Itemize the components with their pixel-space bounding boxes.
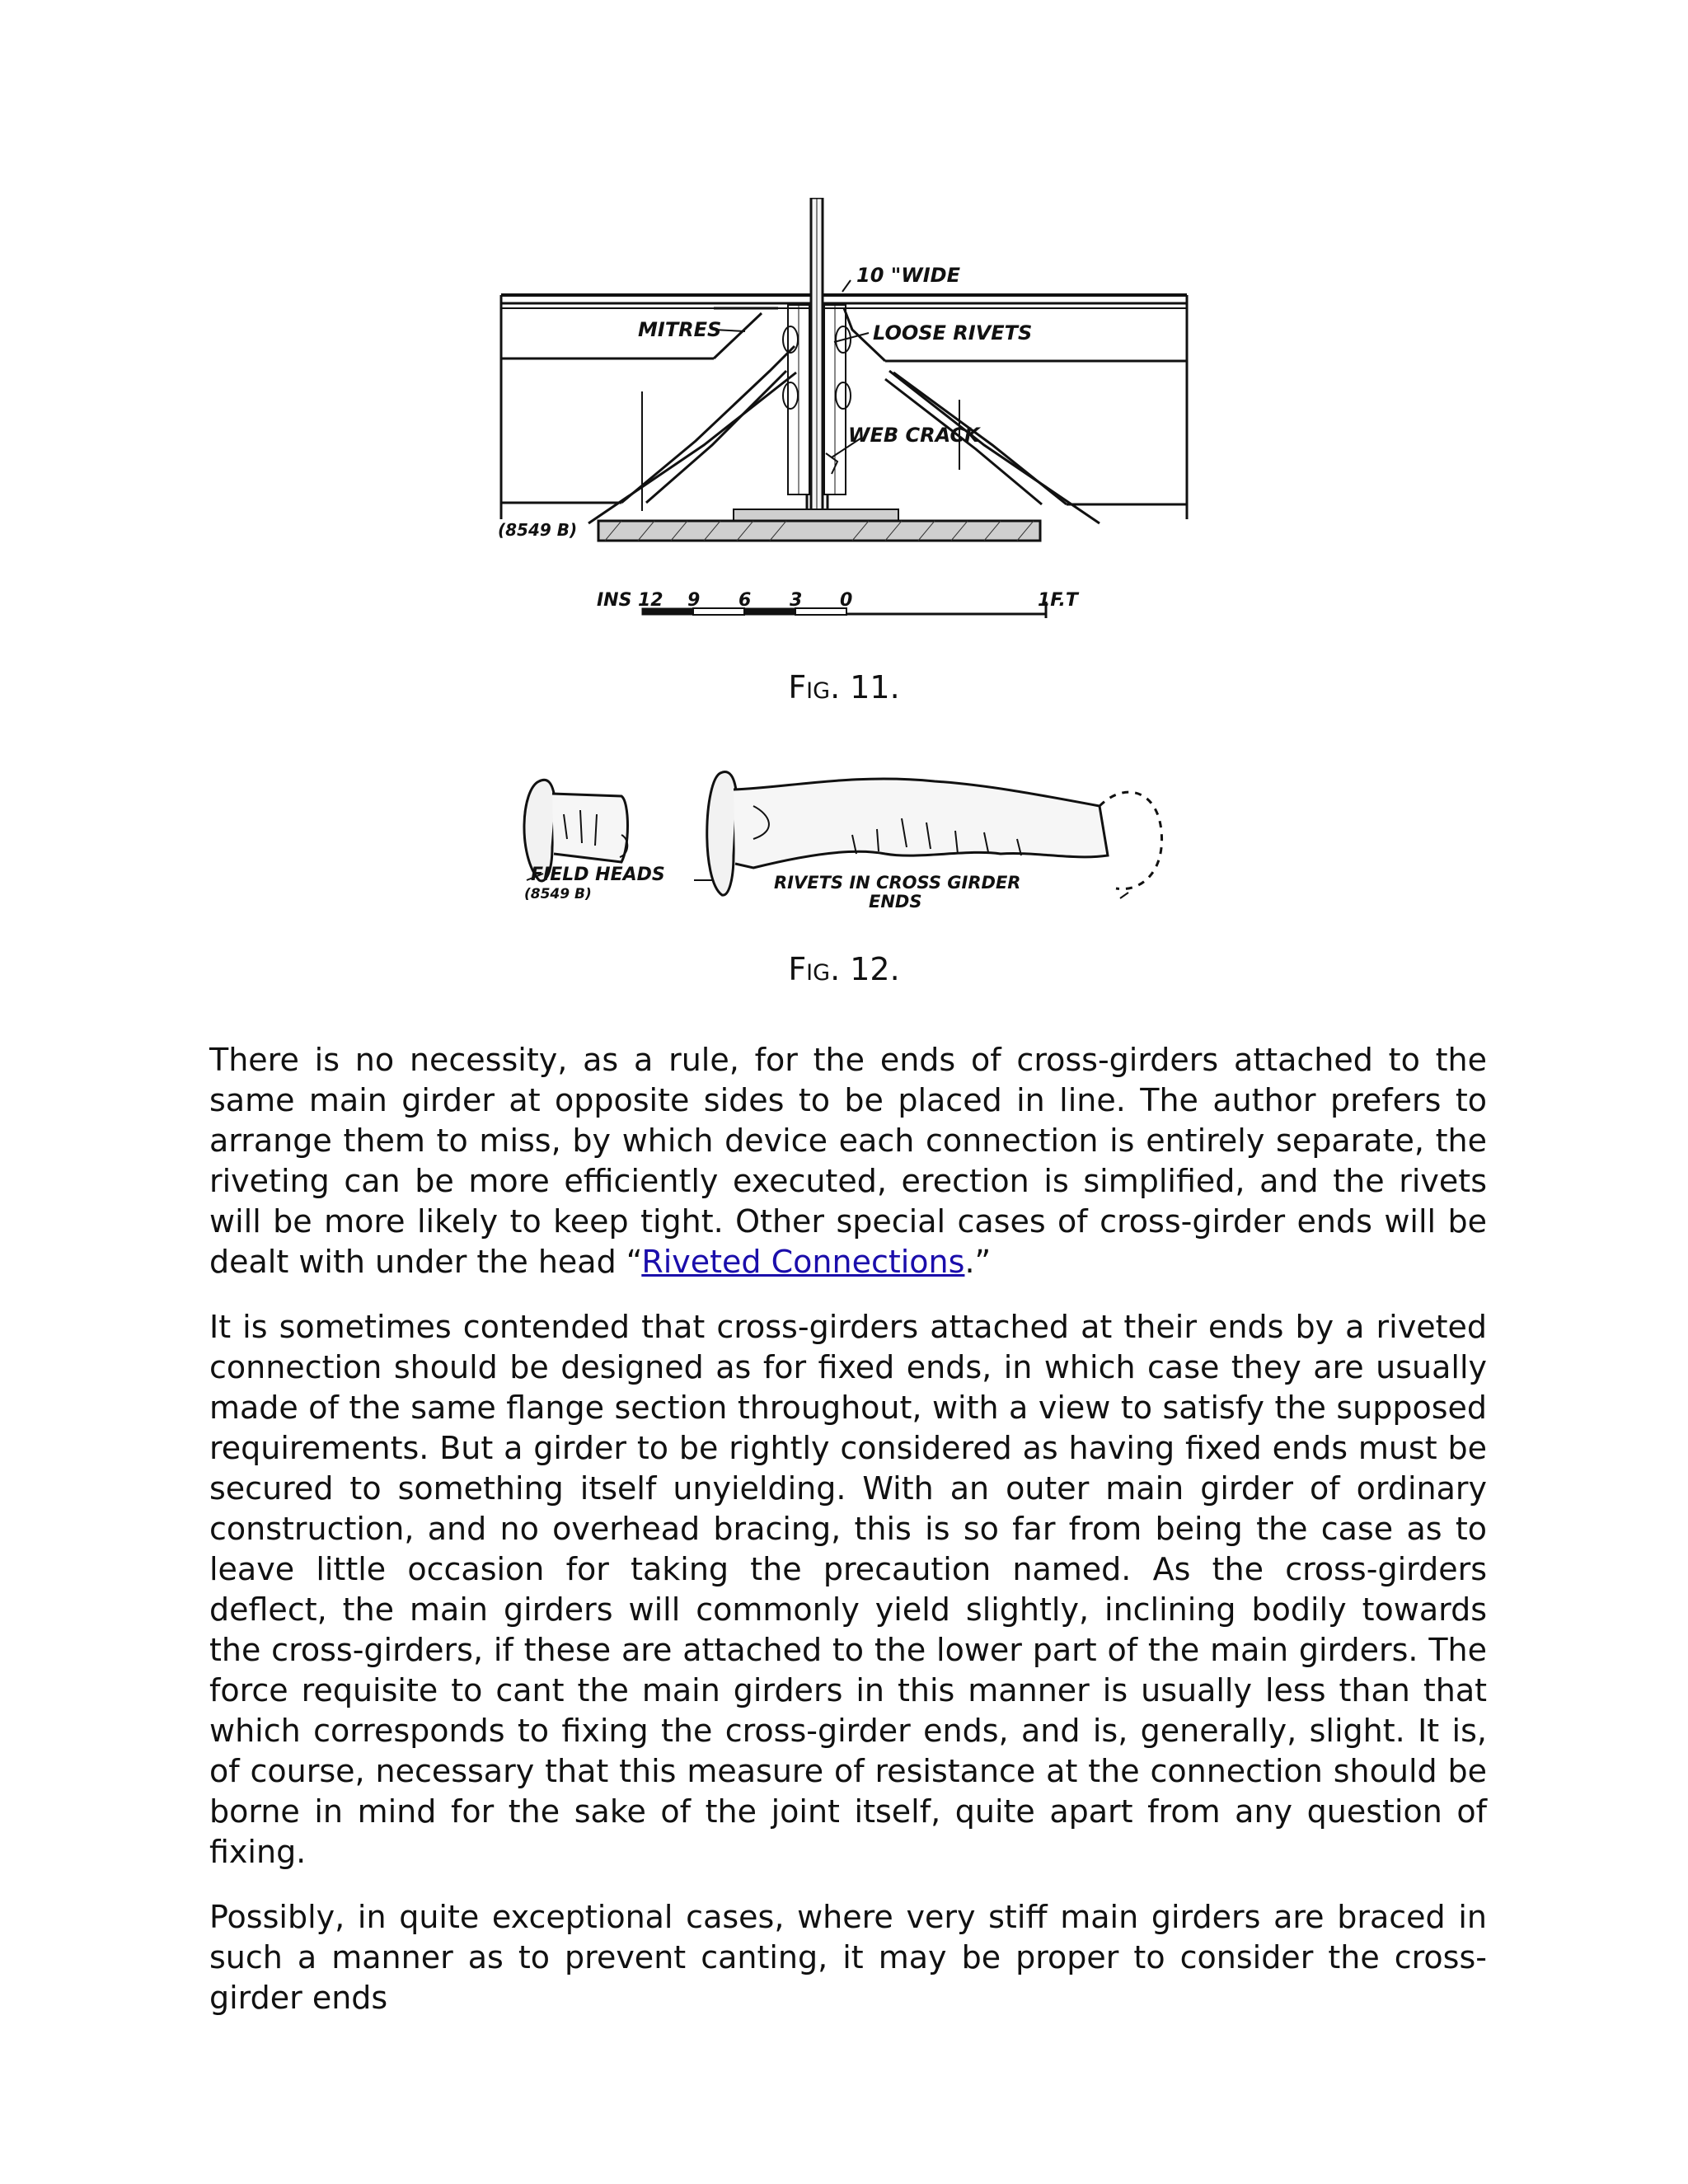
figure-11-caption xyxy=(0,669,1688,705)
scale-ins-label: INS xyxy=(597,590,632,611)
body-text xyxy=(209,1040,1487,2043)
scale-tick-12: 12 xyxy=(638,590,663,611)
riveted-connections-link[interactable]: Riveted Connections xyxy=(641,1244,965,1280)
figure-12-caption-number: . 12. xyxy=(830,951,900,987)
paragraph-1-text: There is no necessity, as a rule, for the ends of cross-girders attached to the same main girder at opposite sides to be placed in line. The author prefers to arrange them to miss, by which device each connection is entirely separate, the riveting can be more efficiently executed, erection is simplified, and the rivets will be more likely to keep tight. Other special cases of cross-girder ends will be dealt with under the head “ xyxy=(209,1042,1487,1280)
figure-12 xyxy=(0,757,1688,921)
scale-ft-label: 1F.T xyxy=(1038,590,1078,611)
figure-11-caption-prefix: Fig xyxy=(788,669,831,705)
figure-11-drawing xyxy=(498,198,1190,635)
figure-12-drawing xyxy=(506,757,1182,921)
rivets-label-line1: RIVETS IN CROSS GIRDER xyxy=(774,873,1021,893)
paragraph-1-tail: .” xyxy=(964,1244,992,1280)
mitres-label: MITRES xyxy=(638,318,722,341)
paragraph-3: Possibly, in quite exceptional cases, where very stiff main girders are braced in such a manner as to prevent canting, it may be proper to consider the cross-girder ends xyxy=(209,1899,1487,2016)
paragraph-2: It is sometimes contended that cross-girders attached at their ends by a riveted connection should be designed as for fixed ends, in which case they are usually made of the same flange section throughout, with a view to satisfy the supposed requirements. But a girder to be rightly considered as having fixed ends must be secured to something itself unyielding. With an outer main girder of ordinary construction, and no overhead bracing, this is so far from being the case as to leave little occasion for taking the precaution named. As the cross-girders deflect, the main girders will commonly yield slightly, inclining bodily towards the cross-girders, if these are attached to the lower part of the main girders. The force requisite to cant the main girders in this manner is usually less than that which corresponds to fixing the cross-girder ends, and is, generally, slight. It is, of course, necessary that this measure of resistance at the connection should be borne in mind for the sake of the joint itself, quite apart from any question of fixing. xyxy=(209,1309,1487,1870)
field-heads-label: FIELD HEADS xyxy=(531,865,665,885)
figure-11-ref: (8549 B) xyxy=(498,520,578,540)
scale-tick-9: 9 xyxy=(687,590,701,611)
scale-tick-0: 0 xyxy=(840,590,853,611)
figure-12-caption-prefix: Fig xyxy=(788,951,831,987)
figure-11-caption-number: . 11. xyxy=(830,669,900,705)
width-note-label: 10 "WIDE xyxy=(856,264,960,287)
paragraph-1 xyxy=(209,1040,1487,1282)
scale-tick-6: 6 xyxy=(738,590,752,611)
scale-tick-3: 3 xyxy=(790,590,803,611)
figure-12-ref: (8549 B) xyxy=(524,886,592,902)
loose-rivets-label: LOOSE RIVETS xyxy=(873,321,1033,344)
rivets-label-line2: ENDS xyxy=(869,892,922,912)
figure-11 xyxy=(0,198,1688,635)
figure-12-caption xyxy=(0,951,1688,987)
web-crack-label: WEB CRACK xyxy=(848,424,980,447)
